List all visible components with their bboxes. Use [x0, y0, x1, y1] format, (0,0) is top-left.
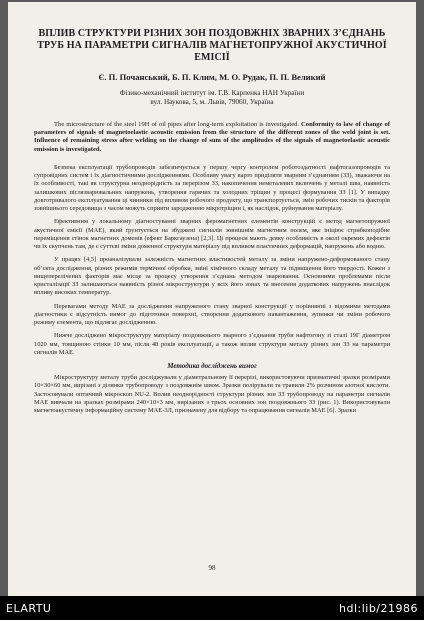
document-page: [8, 2, 416, 596]
body-paragraph-4: Перевагами методу МАЕ за дослідження напруженого стану зварної конструкції у порівнянні з відомими методами діагностики є відсутність вимог до підготовки поверхні, створення додаткового навантаження, зупинки чи зміни робочого режиму елемента, що підлягає дослідженню.: [34, 302, 390, 327]
article-authors: Є. П. Почанський, Б. П. Клим, М. О. Рудак, П. П. Великий: [98, 72, 326, 82]
section-heading: Методика досліджень вимог: [167, 362, 257, 371]
affiliation-address: вул. Наукова, 5, м. Львів, 79060, Україна: [150, 98, 274, 106]
affiliation-institute: Фізико-механічний інститут ім. Г.В. Карпенка НАН України: [119, 89, 305, 97]
page-number: 98: [208, 564, 216, 572]
abstract-plain: The microstructure of the steel 19H of oil pipes after long-term exploitation is investigated.: [54, 121, 300, 128]
abstract: [34, 121, 390, 154]
article-title: ВПЛИВ СТРУКТУРИ РІЗНИХ ЗОН ПОЗДОВЖНІХ ЗВАРНИХ З’ЄДНАНЬ ТРУБ НА ПАРАМЕТРИ СИГНАЛІВ МАГНЕТОПРУЖНОЇ АКУСТИЧНОЇ ЕМІСІЇ: [37, 28, 387, 63]
footer-bar: [0, 596, 424, 620]
footer-repository-name: ELARTU: [6, 602, 52, 615]
body-paragraph-5: Нижче досліджено мікроструктуру матеріалу поздовжнього зварного з’єднання труби нафтогону зі сталі 19Г діаметром 1020 мм, товщиною стінки 10 мм, після 48 років експлуатації, а також вплив структури металу різних зон ЗЗ на параметри сигналів МАЕ.: [34, 332, 390, 356]
footer-handle: hdl:lib/21986: [338, 602, 418, 615]
abstract-bold: Conformity to law of change of parameters of signals of magnetoelastic acoustic emission from the structure of the different zones of the weld joint is set. Influence of remaining stress after welding on the change of sum of the amplitudes of the signals of magnetoelastic acoustic emission is investigated.: [34, 121, 390, 153]
body-paragraph-6: Мікроструктуру металу труби досліджували у діаметральному її перерізі, використовуючи призматичні зразки розмірами 10×30×60 мм, вирізані з ділянки трубопроводу з поздовжнім швом. Зразки полірували та травили 2% розчином азотної кислоти. Застосовували оптичний мікроскоп NU-2. Вплив неоднорідності структури різних зон ЗЗ трубопроводу на параметри сигналів МАЕ вивчали на зразках розмірами 240×10×3 мм, вирізаних з трьох основних зон поздовжнього ЗЗ (рис. 1). Використовували магнетоакустичну інформаційну систему МАЕ-3Л, призначену для відбору та опрацювання сигналів МАЕ [6]. Зразки: [34, 374, 390, 415]
body-paragraph-3: У працях [4,5] проаналізували залежність магнетних властивостей металу за зміни напружено-деформованого стану об’єкта дослідження, різних режимів термічної обробки, зміні хімічного складу металу та підвищення його твердості. Кожен з вищеперелічених факторів має місце за процесу утворення з’єднань методом зварювання. Основними проблемами після кристалізації ЗЗ залишаються наявність різної мікроструктури у всіх його зонах та внесення додаткових напружень внаслідок впливу високих температур.: [34, 256, 390, 297]
body-paragraph-1: Безпека експлуатації трубопроводів забезпечується у першу чергу контролем роботоздатності нафтогазопроводів та супровідних систем і їх діагностичними дослідженнями. Особливу увагу варто приділяти зварним з’єднанням (ЗЗ), зважаючи на їх особливості, такі як структурна неоднорідність за перерізом ЗЗ, накопичення неметалевих включень у металі шва, наявність залишкових післязварювальних напружень, утворення гарячих та холодних тріщин у процесі формування ЗЗ [1]. У випадку довготривалого експлуатування ці чинники під впливом робочого продукту, що транспортується, змін робочих тисків та факторів зовнішнього середовища з часом можуть сприяти зародженню мікротріщин і, як наслідок, руйнування матеріалу.: [34, 163, 390, 213]
body-paragraph-2: Ефективним у локальному діагностуванні зварних феромагнетних елементів конструкцій є метод магнетопружної акустичної емісії (МАЕ), який ґрунтується на збуджені сигналів зовнішнім магнетним полем, яке ініціює стрибкоподібне переміщення стінок магнетних доменів (ефект Баркгаузена) [2,3]. Ці процеси мають деяку особливість в околі окремих дефектів чи їх скупчень там, де є суттєві зміни доменної структури матеріалу під впливом пластичних деформацій, напружень або водню.: [34, 218, 390, 251]
article-affiliation: [34, 89, 390, 107]
